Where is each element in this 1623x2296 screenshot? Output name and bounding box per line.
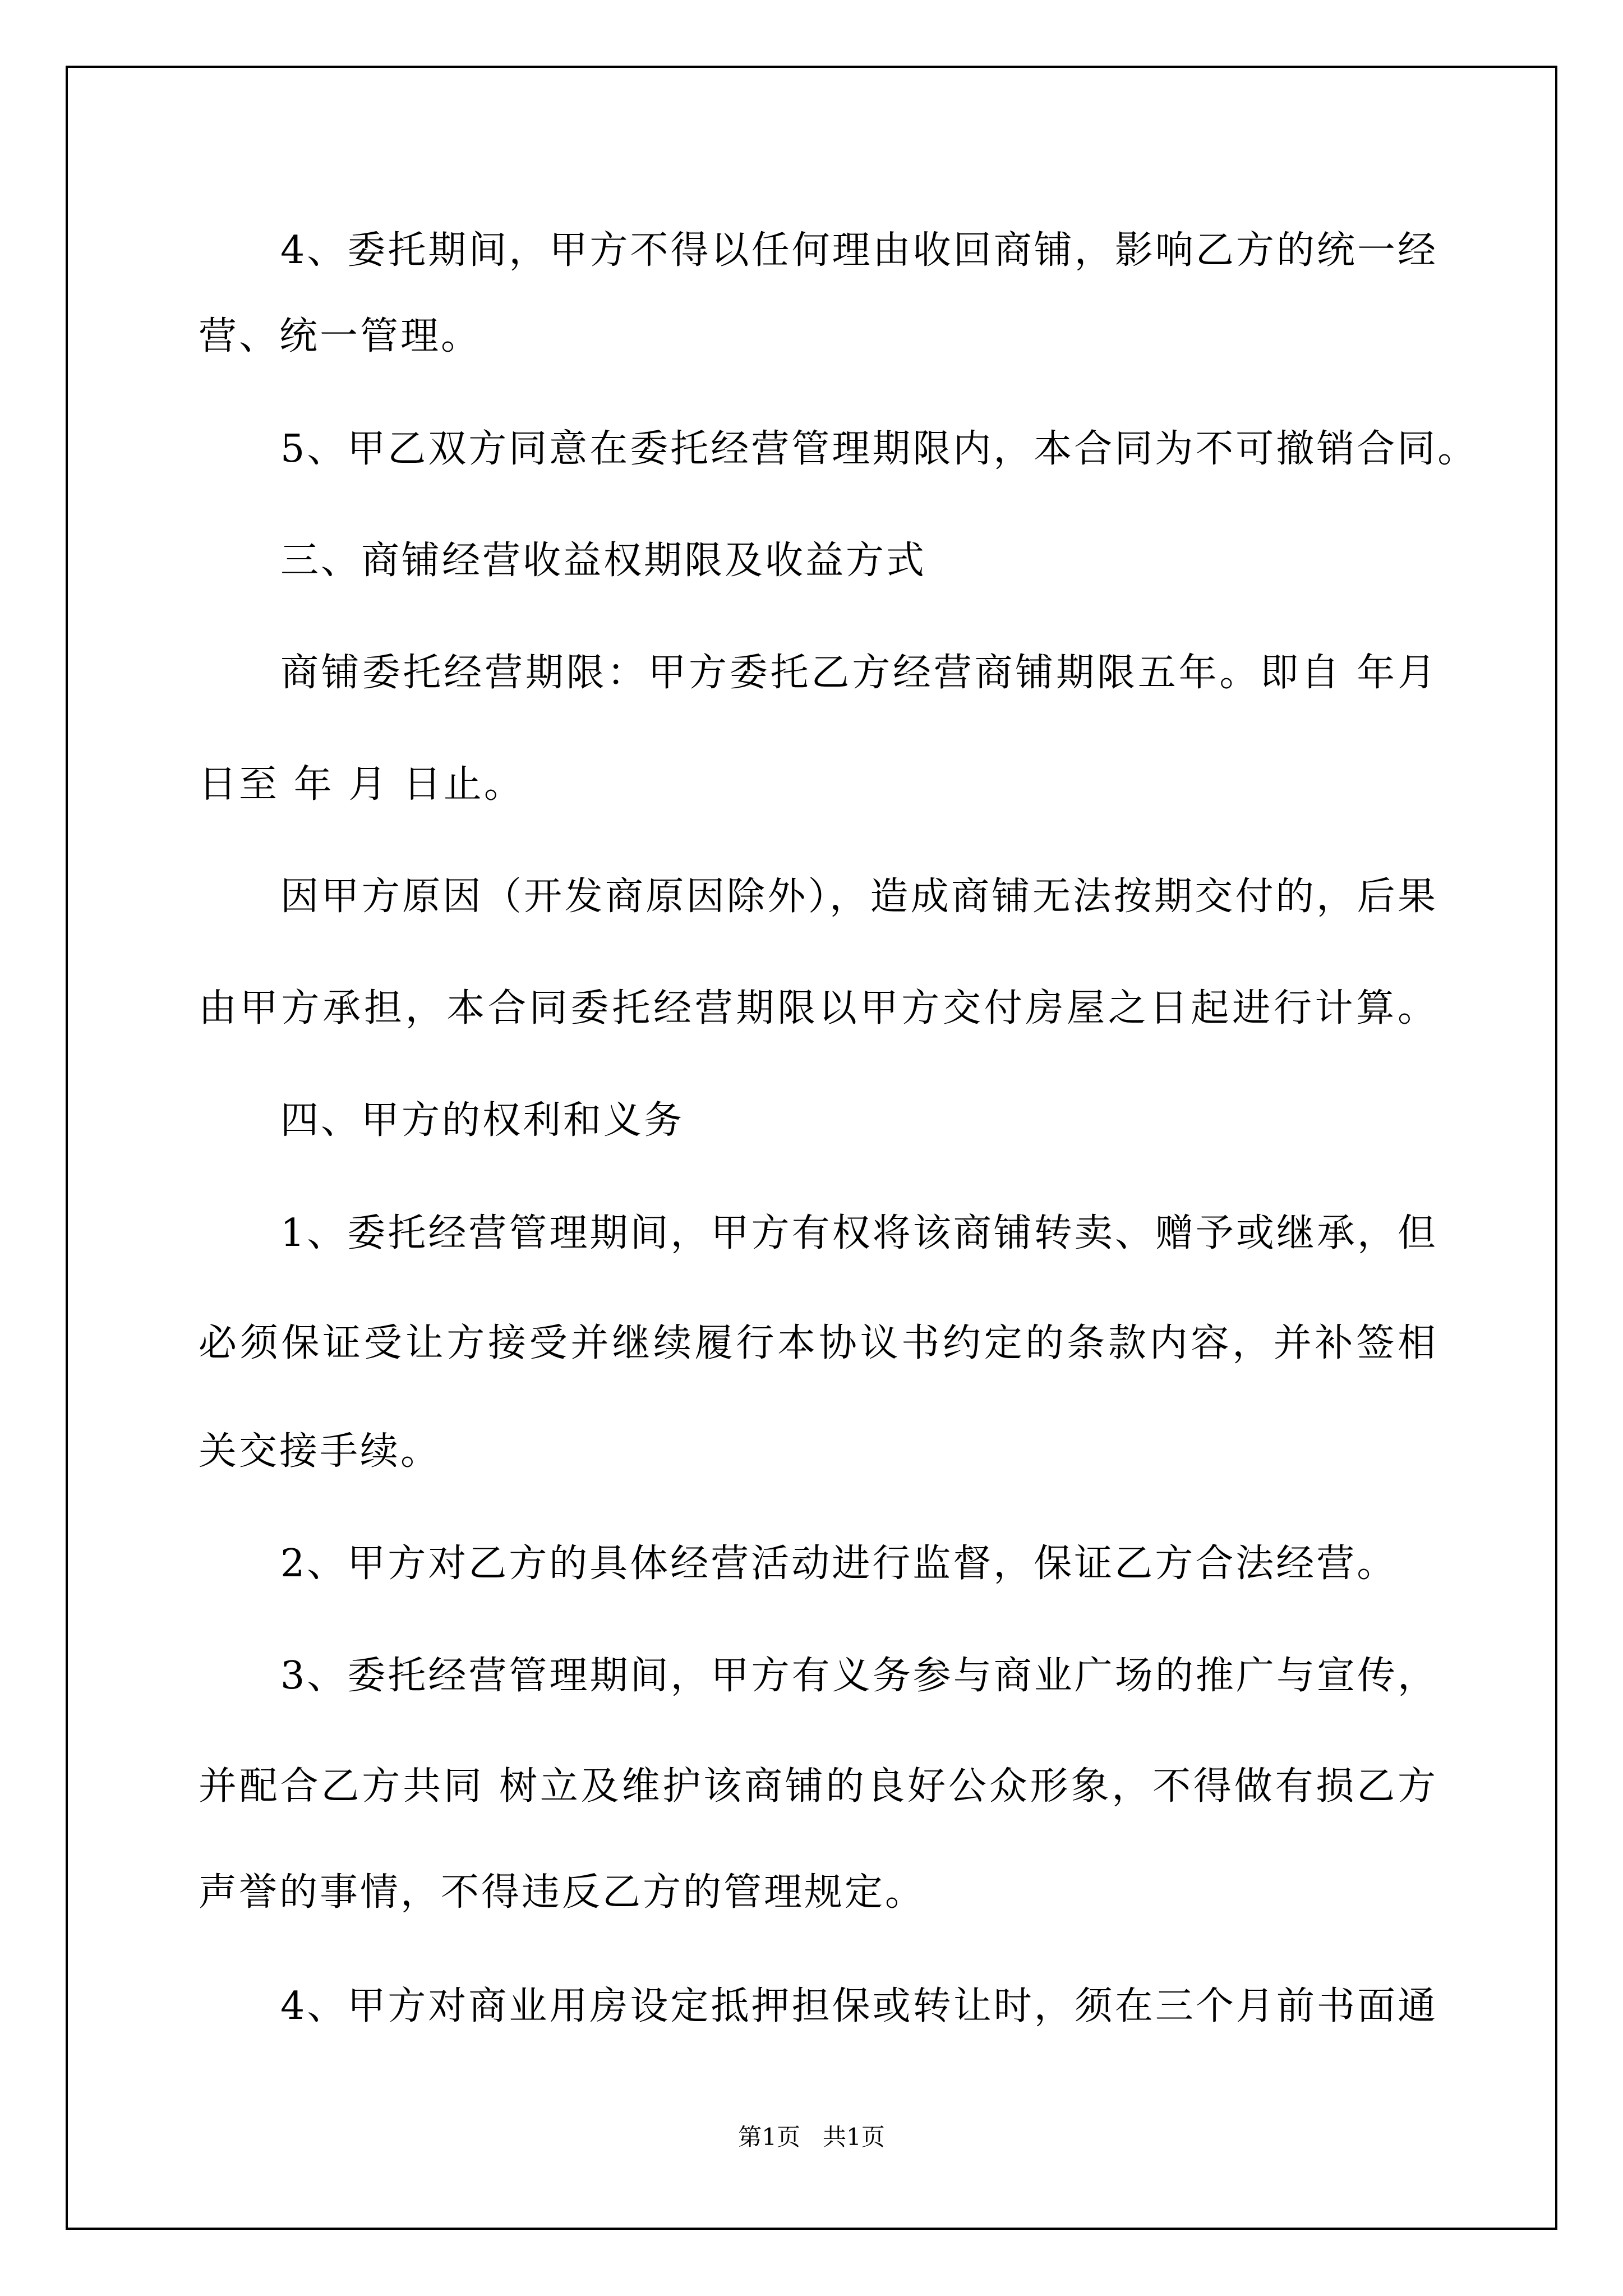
- paragraph-line: 关交接手续。: [199, 1429, 441, 1474]
- paragraph-line: 日至 年 月 日止。: [199, 762, 524, 807]
- paragraph-line: 2、甲方对乙方的具体经营活动进行监督，保证乙方合法经营。: [280, 1542, 1398, 1586]
- section-heading: 三、商铺经营收益权期限及收益方式: [280, 539, 927, 583]
- paragraph-line: 1、委托经营管理期间，甲方有权将该商铺转卖、赠予或继承，但: [280, 1211, 1438, 1255]
- paragraph-line: 并配合乙方共同 树立及维护该商铺的良好公众形象，不得做有损乙方: [199, 1764, 1438, 1809]
- paragraph-line: 声誉的事情，不得违反乙方的管理规定。: [199, 1870, 926, 1915]
- paragraph-line: 由甲方承担，本合同委托经营期限以甲方交付房屋之日起进行计算。: [199, 986, 1438, 1030]
- paragraph-line: 5、甲乙双方同意在委托经营管理期限内，本合同为不可撤销合同。: [280, 427, 1478, 471]
- page-number-footer: 第1页 共1页: [738, 2123, 885, 2151]
- paragraph-line: 3、委托经营管理期间，甲方有义务参与商业广场的推广与宣传，: [280, 1654, 1438, 1698]
- paragraph-line: 4、委托期间，甲方不得以任何理由收回商铺，影响乙方的统一经: [280, 228, 1438, 273]
- paragraph-line: 营、统一管理。: [199, 314, 482, 358]
- paragraph-line: 因甲方原因（开发商原因除外），造成商铺无法按期交付的，后果: [280, 875, 1438, 919]
- paragraph-line: 必须保证受让方接受并继续履行本协议书约定的条款内容，并补签相: [199, 1321, 1438, 1365]
- section-heading: 四、甲方的权利和义务: [280, 1098, 685, 1143]
- paragraph-line: 商铺委托经营期限：甲方委托乙方经营商铺期限五年。即自 年月: [280, 651, 1438, 695]
- paragraph-line: 4、甲方对商业用房设定抵押担保或转让时，须在三个月前书面通: [280, 1984, 1438, 2028]
